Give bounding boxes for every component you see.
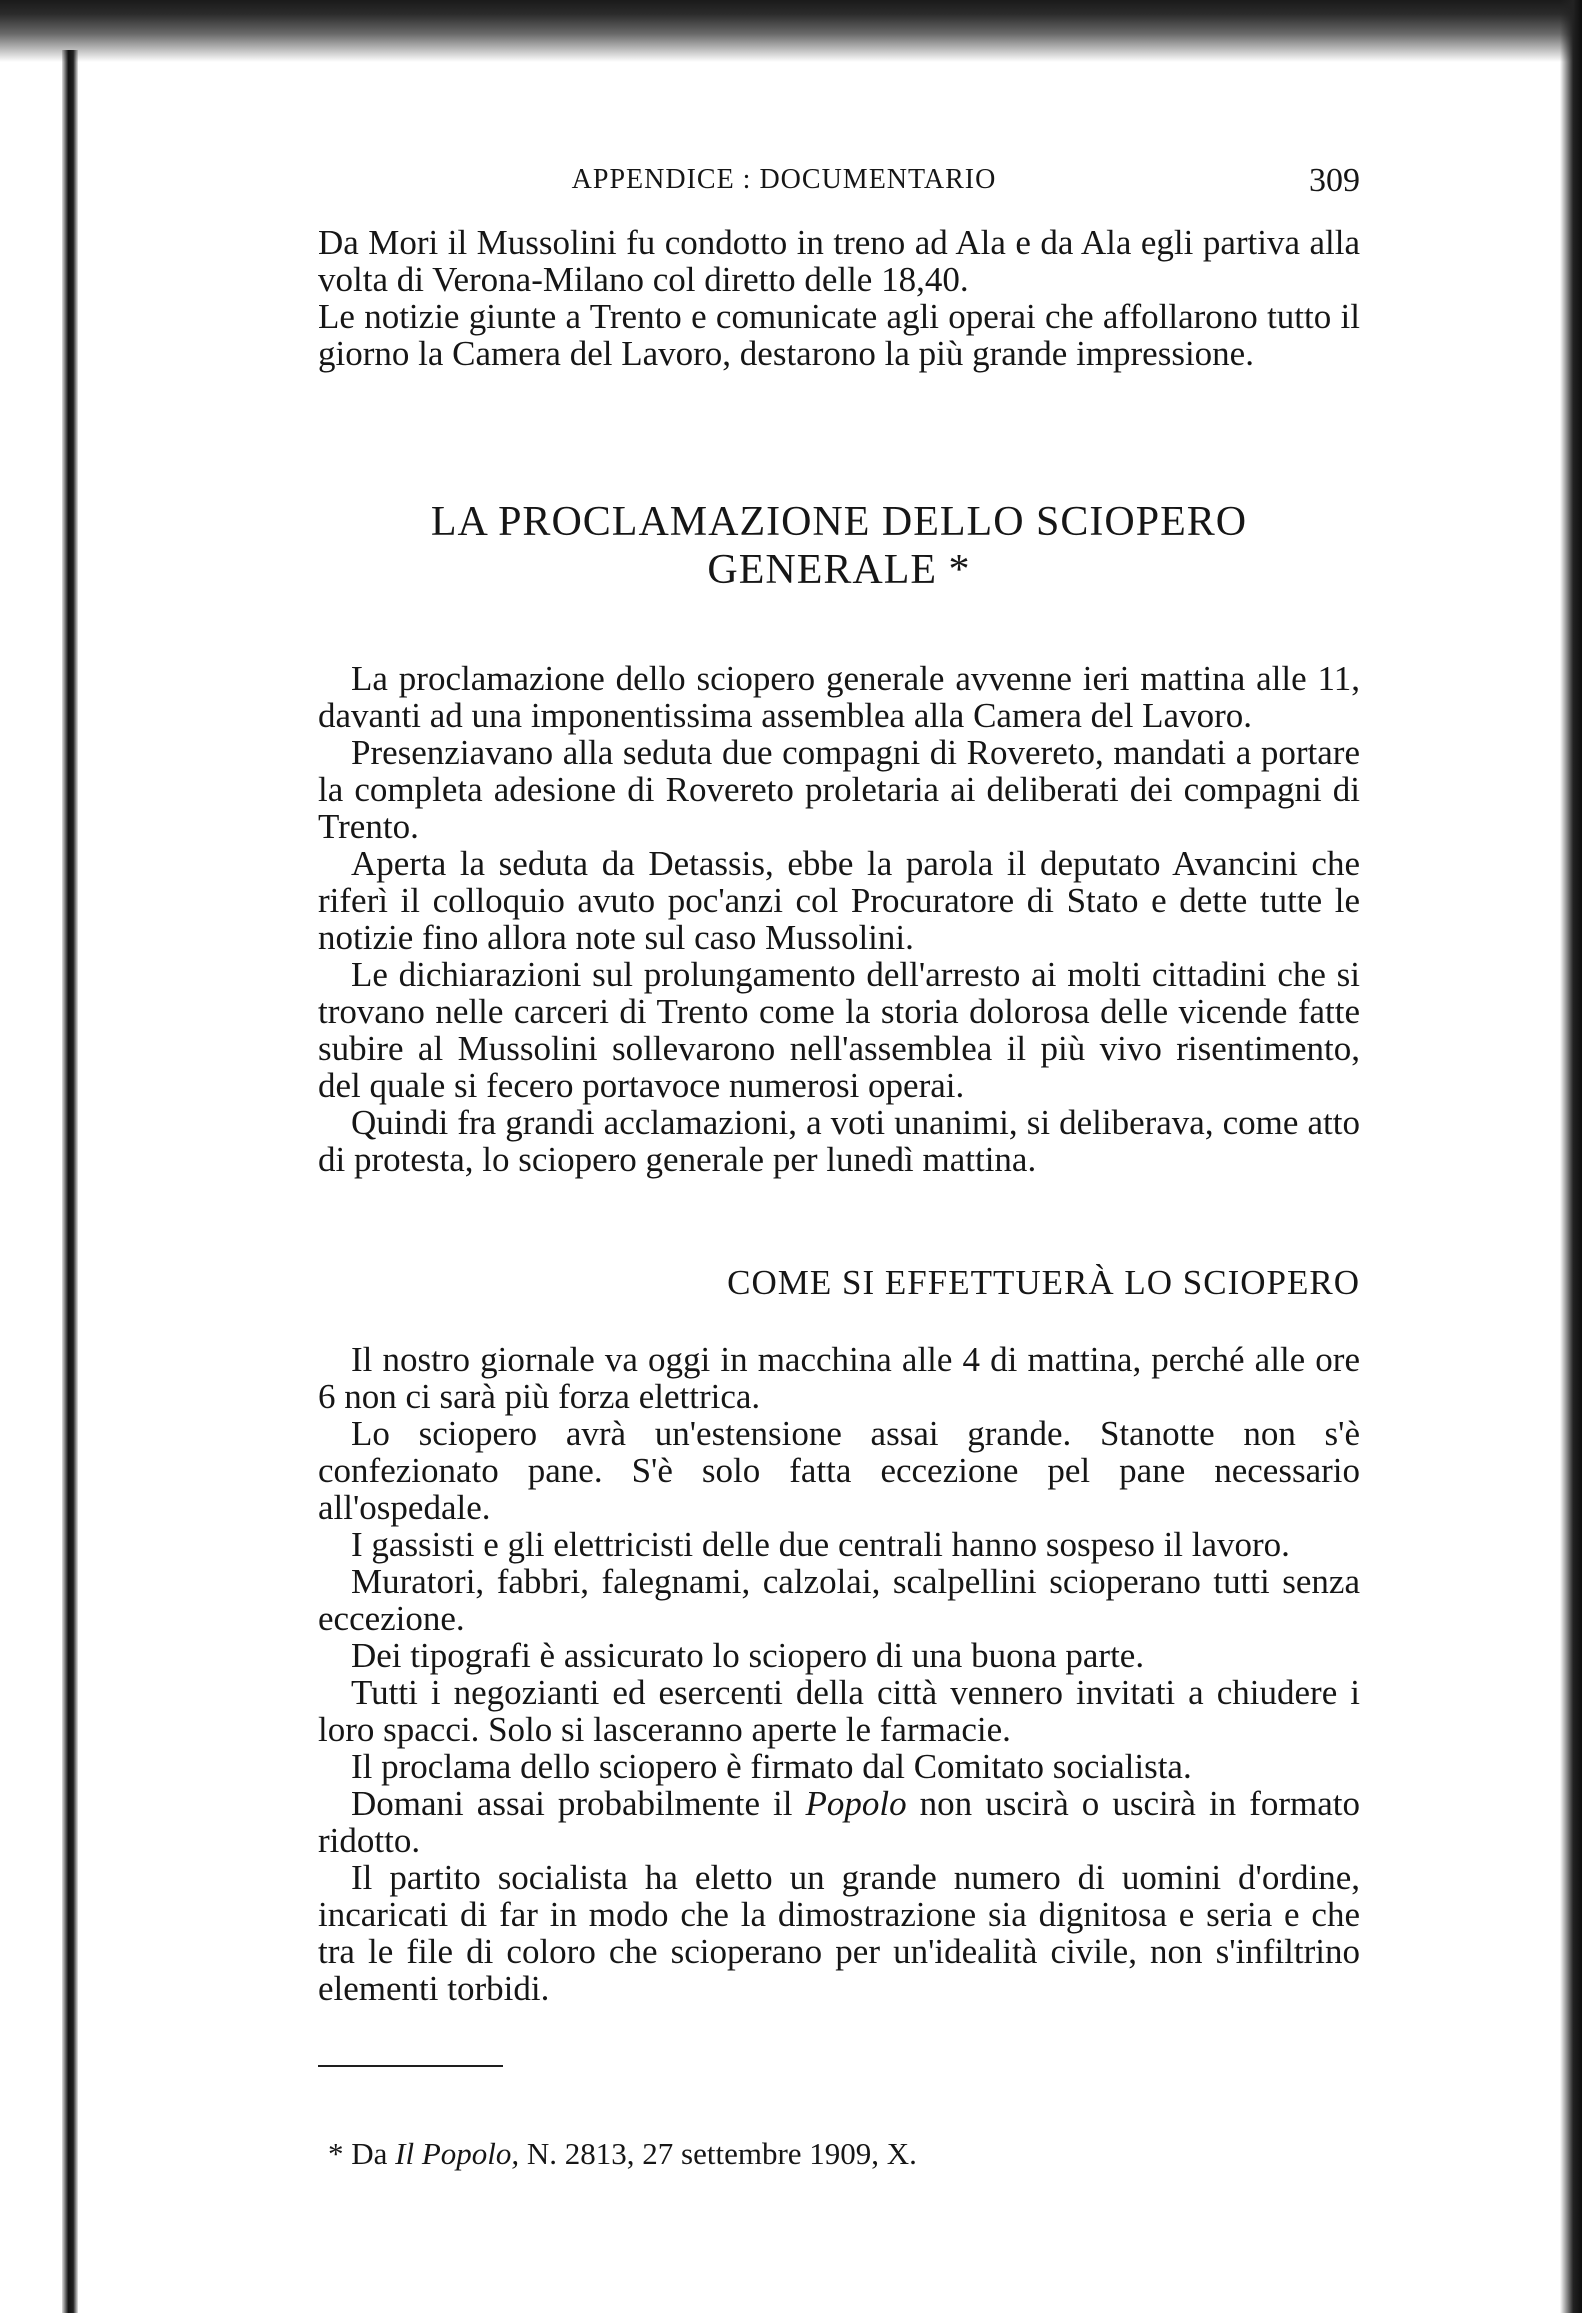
intro-text bbox=[318, 224, 1360, 372]
paragraph: Presenziavano alla seduta due compagni di Rovereto, mandati a portare la completa adesione di Rovereto proletaria ai deliberati dei compagni di Trento. bbox=[318, 733, 1360, 846]
document-page bbox=[318, 150, 1360, 2171]
paragraph: Quindi fra grandi acclamazioni, a voti unanimi, si deliberava, come atto di protesta, lo sciopero generale per lunedì mattina. bbox=[318, 1103, 1360, 1179]
footnote-rest: N. 2813, 27 settembre 1909, X. bbox=[526, 2136, 917, 2171]
paragraph: Tutti i negozianti ed esercenti della città vennero invitati a chiudere i loro spacci. Solo si lasceranno aperte le farmacie. bbox=[318, 1673, 1360, 1749]
paragraph: Muratori, fabbri, falegnami, calzolai, scalpellini scioperano tutti senza eccezione. bbox=[318, 1562, 1360, 1638]
running-title: APPENDICE : DOCUMENTARIO bbox=[571, 164, 997, 195]
paragraph: Le dichiarazioni sul prolungamento dell'arresto ai molti cittadini che si trovano nelle carceri di Trento come la storia dolorosa delle vicende fatte subire al Mussolini sollevarono nell'assemblea il più vivo risentimento, del quale si fecero portavoce numerosi operai. bbox=[318, 955, 1360, 1105]
paragraph: Il proclama dello sciopero è firmato dal Comitato socialista. bbox=[351, 1747, 1192, 1786]
paragraph: Dei tipografi è assicurato lo sciopero di una buona parte. bbox=[351, 1636, 1145, 1675]
scan-border-left bbox=[62, 50, 78, 2313]
footnote-rule bbox=[318, 2065, 503, 2067]
paragraph: Aperta la seduta da Detassis, ebbe la parola il deputato Avancini che riferì il colloquio avuto poc'anzi col Procuratore di Stato e dette tutte le notizie fino allora note sul caso Mussolini. bbox=[318, 844, 1360, 957]
paragraph: Il nostro giornale va oggi in macchina alle 4 di mattina, perché alle ore 6 non ci sarà più forza elettrica. bbox=[318, 1340, 1360, 1416]
paragraph: La proclamazione dello sciopero generale avvenne ieri mattina alle 11, davanti ad una imponentissima assemblea alla Camera del Lavoro. bbox=[318, 659, 1360, 735]
section-proclamazione-body bbox=[318, 660, 1360, 1178]
popolo-text-before: Domani assai probabilmente il bbox=[351, 1784, 806, 1823]
paragraph: Le notizie giunte a Trento e comunicate agli operai che affollarono tutto il giorno la Camera del Lavoro, destarono la più grande impressione. bbox=[318, 297, 1360, 373]
paragraph-popolo bbox=[318, 1785, 1360, 1859]
paragraph: Da Mori il Mussolini fu condotto in treno ad Ala e da Ala egli partiva alla volta di Verona-Milano col diretto delle 18,40. bbox=[318, 223, 1360, 299]
scan-border-top bbox=[0, 0, 1582, 62]
footnote-marker: * bbox=[328, 2136, 344, 2171]
paragraph: Lo sciopero avrà un'estensione assai grande. Stanotte non s'è confezionato pane. S'è solo fatta eccezione pel pane necessario all'ospedale. bbox=[318, 1414, 1360, 1527]
page-number: 309 bbox=[1309, 162, 1360, 199]
popolo-italic-title: Popolo bbox=[805, 1784, 907, 1823]
footnote-prefix: Da bbox=[351, 2136, 388, 2171]
section-sciopero-body bbox=[318, 1341, 1360, 2007]
popolo-text-after: non uscirà o uscirà in formato ridotto. bbox=[318, 1784, 1360, 1860]
paragraph: I gassisti e gli elettricisti delle due centrali hanno sospeso il lavoro. bbox=[351, 1525, 1290, 1564]
paragraph: Il partito socialista ha eletto un grande numero di uomini d'ordine, incaricati di far in modo che la dimostrazione sia dignitosa e seria e che tra le file di coloro che scioperano per un'idealità civile, non s'infiltrino elementi torbidi. bbox=[318, 1858, 1360, 2008]
footnote-italic-source: Il Popolo, bbox=[395, 2136, 520, 2171]
footnote bbox=[318, 2137, 1360, 2171]
scan-border-right bbox=[1560, 0, 1582, 2313]
section-heading-sciopero: COME SI EFFETTUERÀ LO SCIOPERO bbox=[727, 1263, 1360, 1302]
section-heading-proclamazione: LA PROCLAMAZIONE DELLO SCIOPERO GENERALE * bbox=[430, 499, 1248, 593]
running-head bbox=[318, 150, 1360, 220]
